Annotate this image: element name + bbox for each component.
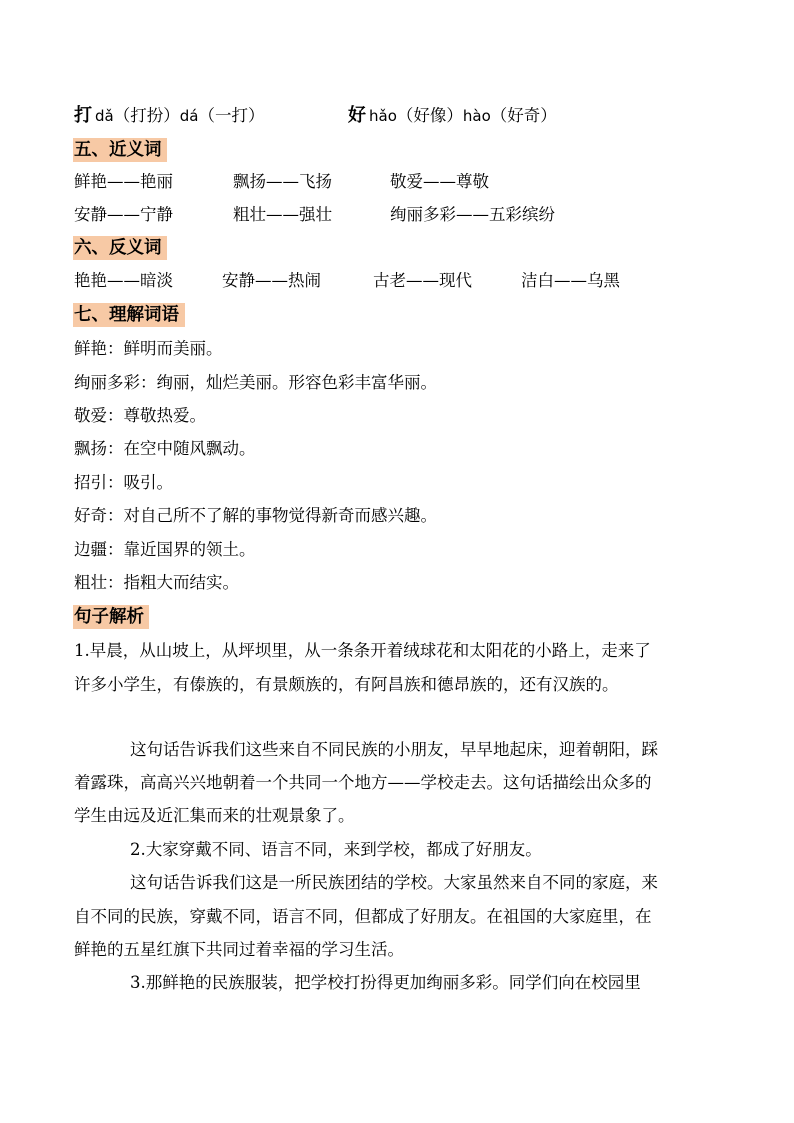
explanation-1: 着露珠，高高兴兴地朝着一个共同一个地方——学校走去。这句话描绘出众多的 <box>74 773 652 792</box>
definition-item: 敬爱：尊敬热爱。 <box>74 406 206 425</box>
pinyin: hào <box>462 107 491 125</box>
definition-item: 好奇：对自己所不了解的事物觉得新奇而感兴趣。 <box>74 506 437 525</box>
example-word: （好奇） <box>490 106 557 125</box>
section-heading-analysis: 句子解析 <box>74 607 144 627</box>
explanation-1: 学生由远及近汇集而来的壮观景象了。 <box>74 806 355 825</box>
polyphone-char: 好 <box>348 105 366 126</box>
definition-item: 绚丽多彩：绚丽，灿烂美丽。形容色彩丰富华丽。 <box>74 373 437 392</box>
pinyin: hǎo <box>369 107 397 125</box>
example-word: （一打） <box>198 106 265 125</box>
sentence-1: 1.早晨，从山坡上，从坪坝里，从一条条开着绒球花和太阳花的小路上，走来了 <box>74 641 651 660</box>
definition-item: 飘扬：在空中随风飘动。 <box>74 439 256 458</box>
synonym-pair: 敬爱——尊敬 <box>390 172 489 191</box>
section-heading-antonyms: 六、反义词 <box>74 238 162 258</box>
explanation-2: 这句话告诉我们这是一所民族团结的学校。大家虽然来自不同的家庭，来 <box>130 873 658 892</box>
definition-item: 招引：吸引。 <box>74 473 173 492</box>
synonym-pair: 鲜艳——艳丽 <box>74 172 173 191</box>
sentence-3: 3.那鲜艳的民族服装，把学校打扮得更加绚丽多彩。同学们向在校园里 <box>130 973 641 992</box>
explanation-2: 鲜艳的五星红旗下共同过着幸福的学习生活。 <box>74 940 404 959</box>
definition-item: 鲜艳：鲜明而美丽。 <box>74 339 223 358</box>
pinyin: dá <box>179 107 199 125</box>
example-word: （打扮） <box>113 106 180 125</box>
definition-item: 粗壮：指粗大而结实。 <box>74 573 239 592</box>
explanation-2: 自不同的民族，穿戴不同，语言不同，但都成了好朋友。在祖国的大家庭里，在 <box>74 907 652 926</box>
synonym-pair: 安静——宁静 <box>74 205 173 224</box>
synonym-pair: 绚丽多彩——五彩缤纷 <box>390 205 555 224</box>
sentence-2: 2.大家穿戴不同、语言不同，来到学校，都成了好朋友。 <box>130 840 542 859</box>
polyphone-hao <box>348 104 557 128</box>
antonym-pair: 古老——现代 <box>373 271 472 290</box>
synonym-pair: 粗壮——强壮 <box>233 205 332 224</box>
synonym-pair: 飘扬——飞扬 <box>233 172 332 191</box>
definition-item: 边疆：靠近国界的领土。 <box>74 540 256 559</box>
antonym-pair: 安静——热闹 <box>222 271 321 290</box>
section-heading-understanding: 七、理解词语 <box>74 305 179 325</box>
polyphone-da <box>74 104 264 128</box>
antonym-pair: 洁白——乌黑 <box>521 271 620 290</box>
explanation-1: 这句话告诉我们这些来自不同民族的小朋友，早早地起床，迎着朝阳，踩 <box>130 740 658 759</box>
polyphone-char: 打 <box>74 105 92 126</box>
example-word: （好像） <box>396 106 463 125</box>
sentence-1: 许多小学生，有傣族的，有景颇族的，有阿昌族和德昂族的，还有汉族的。 <box>74 675 619 694</box>
antonym-pair: 艳艳——暗淡 <box>74 271 173 290</box>
section-heading-synonyms: 五、近义词 <box>74 140 162 160</box>
pinyin: dǎ <box>95 107 114 125</box>
